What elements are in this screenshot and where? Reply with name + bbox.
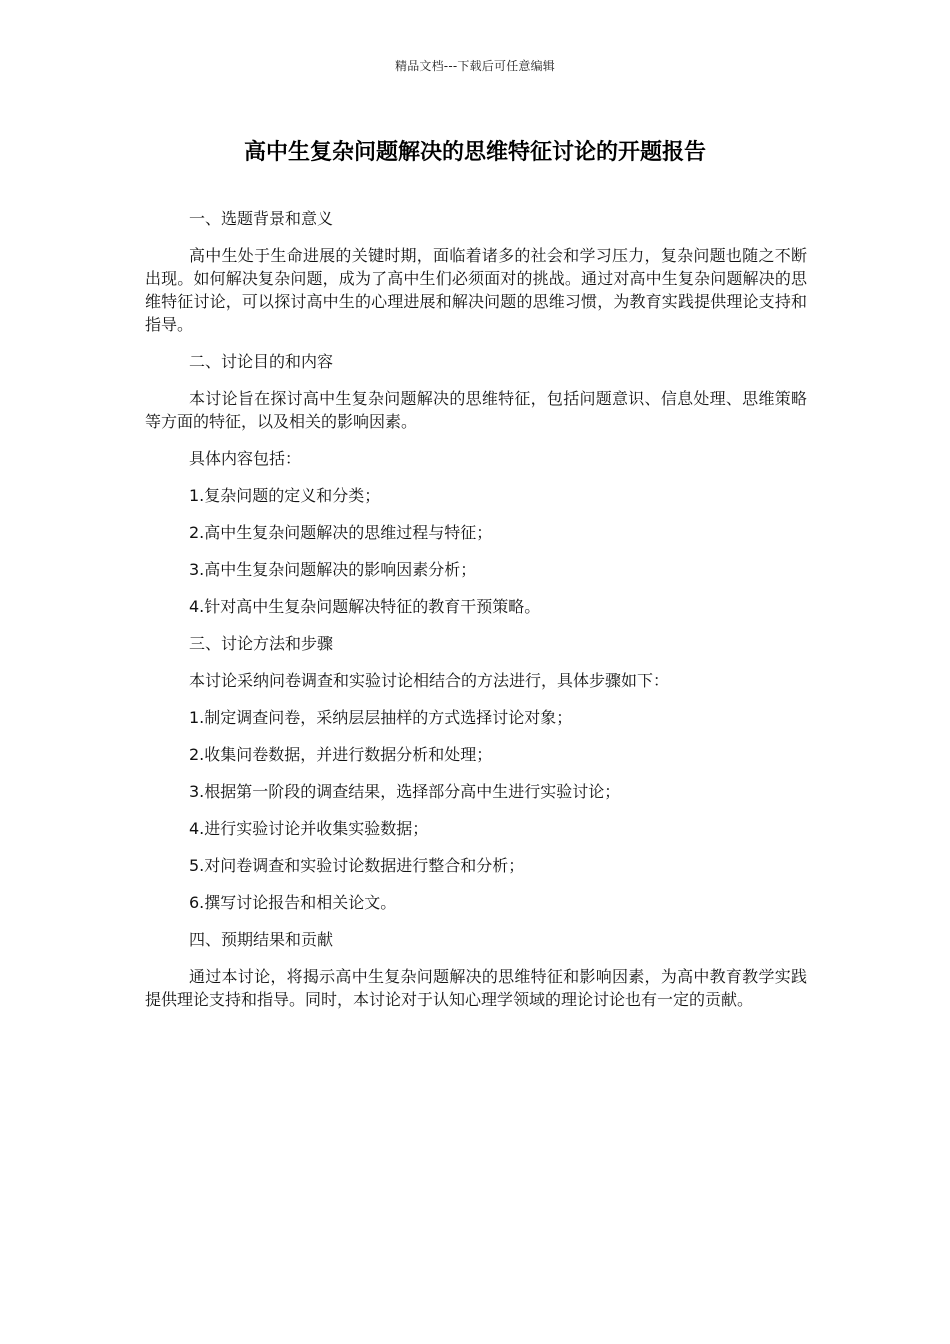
content-item-2: 2.高中生复杂问题解决的思维过程与特征； (189, 523, 493, 542)
method-step-4: 4.进行实验讨论并收集实验数据； (189, 819, 429, 838)
paragraph-background: 高中生处于生命进展的关键时期，面临着诸多的社会和学习压力，复杂问题也随之不断出现。如何解决复杂问题，成为了高中生们必须面对的挑战。通过对高中生复杂问题解决的思维特征讨论，可以探讨高中生的心理进展和解决问题的思维习惯，为教育实践提供理论支持和指导。 (145, 246, 807, 334)
section-heading-methods: 三、讨论方法和步骤 (189, 634, 334, 653)
paragraph-results: 通过本讨论，将揭示高中生复杂问题解决的思维特征和影响因素，为高中教育教学实践提供理论支持和指导。同时，本讨论对于认知心理学领域的理论讨论也有一定的贡献。 (145, 967, 807, 1009)
document-body (145, 207, 807, 1025)
method-step-3: 3.根据第一阶段的调查结果，选择部分高中生进行实验讨论； (189, 782, 621, 801)
paragraph-objectives: 本讨论旨在探讨高中生复杂问题解决的思维特征，包括问题意识、信息处理、思维策略等方面的特征，以及相关的影响因素。 (145, 389, 807, 431)
content-item-1: 1.复杂问题的定义和分类； (189, 486, 381, 505)
document-title: 高中生复杂问题解决的思维特征讨论的开题报告 (243, 140, 706, 165)
content-intro-line: 具体内容包括： (189, 449, 302, 468)
section-heading-background: 一、选题背景和意义 (189, 209, 334, 228)
section-heading-results: 四、预期结果和贡献 (189, 930, 334, 949)
method-step-2: 2.收集问卷数据，并进行数据分析和处理； (189, 745, 493, 764)
content-item-3: 3.高中生复杂问题解决的影响因素分析； (189, 560, 477, 579)
method-step-1: 1.制定调查问卷，采纳层层抽样的方式选择讨论对象； (189, 708, 573, 727)
methods-intro-line: 本讨论采纳问卷调查和实验讨论相结合的方法进行，具体步骤如下： (189, 671, 670, 690)
section-heading-objectives: 二、讨论目的和内容 (189, 352, 334, 371)
method-step-6: 6.撰写讨论报告和相关论文。 (189, 893, 397, 912)
content-item-4: 4.针对高中生复杂问题解决特征的教育干预策略。 (189, 597, 541, 616)
method-step-5: 5.对问卷调查和实验讨论数据进行整合和分析； (189, 856, 525, 875)
page-header-note: 精品文档---下载后可任意编辑 (395, 59, 555, 73)
